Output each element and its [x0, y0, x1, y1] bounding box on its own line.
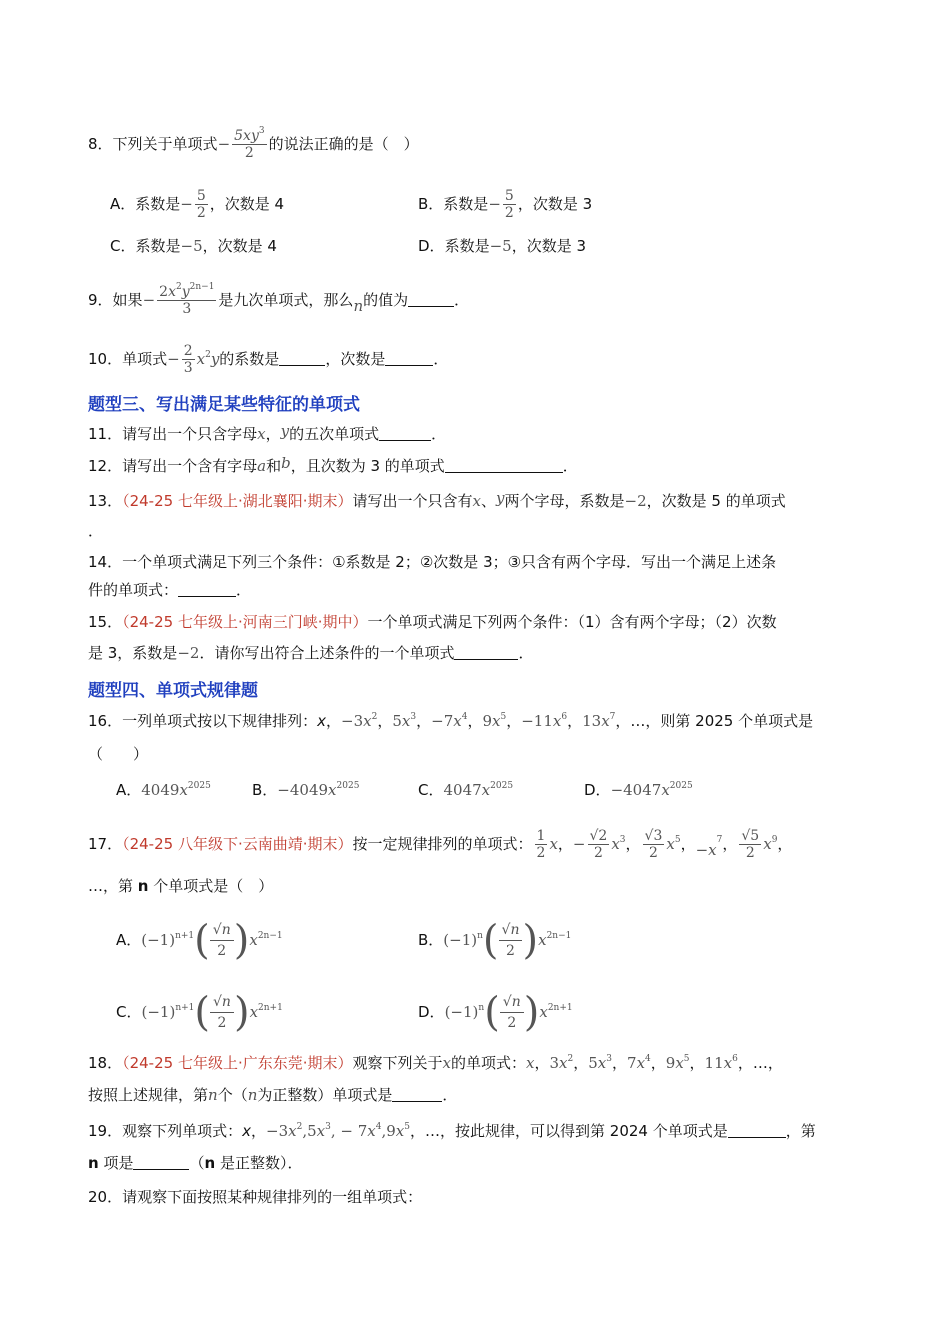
- answer-blank[interactable]: [392, 1087, 442, 1102]
- question-19-line2: n 项是 （n 是正整数）．: [88, 1154, 303, 1172]
- question-11: 11．请写出一个只含字母x，y的五次单项式 ．: [88, 422, 447, 443]
- q8-fraction: $\frac{5xy^3}{2}$: [234, 126, 265, 161]
- answer-blank[interactable]: [178, 582, 236, 597]
- q16-option-d[interactable]: D．$-4047x^{2025}$: [584, 781, 693, 799]
- question-13-dot: ．: [88, 522, 104, 540]
- question-16-paren: （ ）: [88, 745, 149, 763]
- q17-option-b[interactable]: B．$(-1)^n$( $\frac{√n}{2}$ )$x^{2n-1}$: [418, 917, 572, 964]
- answer-blank[interactable]: [379, 426, 431, 441]
- source-tag: （24-25 七年级上·湖北襄阳·期末）: [122, 492, 353, 510]
- question-18: 18．（24-25 七年级上·广东东莞·期末）观察下列关于x的单项式：x，$3x^2$，$5x^3$，$7x^4$，$9x^5$，$11x^6$，…，: [88, 1054, 783, 1072]
- question-9: 9．如果− $\frac{2x^2y^{2n-1}}{3}$ 是九次单项式，那么n的值为 ．: [88, 282, 470, 317]
- q17-option-d[interactable]: D．$(-1)^n$( $\frac{√n}{2}$ )$x^{2n+1}$: [418, 989, 573, 1036]
- source-tag: （24-25 七年级上·广东东莞·期末）: [122, 1054, 353, 1072]
- q17-option-a[interactable]: A．$(-1)^{n+1}$( $\frac{√n}{2}$ )$x^{2n-1}$: [116, 917, 283, 964]
- question-14-line2: 件的单项式： ．: [88, 581, 252, 599]
- question-15-line2: 是 3，系数是−2．请你写出符合上述条件的一个单项式 ．: [88, 644, 534, 662]
- question-20: 20．请观察下面按照某种规律排列的一组单项式：: [88, 1188, 423, 1206]
- question-15: 15．（24-25 七年级上·河南三门峡·期中）一个单项式满足下列两个条件：（1）含有两个字母；（2）次数: [88, 613, 777, 631]
- q16-option-c[interactable]: C．$4047x^{2025}$: [418, 781, 514, 799]
- answer-blank[interactable]: [728, 1123, 786, 1138]
- answer-blank[interactable]: [279, 351, 325, 366]
- q16-option-b[interactable]: B．$-4049x^{2025}$: [252, 781, 360, 799]
- question-14: 14．一个单项式满足下列三个条件：①系数是 2；②次数是 3；③只含有两个字母．写出一个满足上述条: [88, 553, 777, 571]
- question-19: 19．观察下列单项式：x，$-3x^2,5x^3$, − $7x^4,9x^5$，…，按此规律，可以得到第 2024 个单项式是 ，第: [88, 1122, 816, 1140]
- question-16: 16．一列单项式按以下规律排列：x，$-3x^2$，$5x^3$，$-7x^4$，$9x^5$，$-11x^6$，$13x^7$，…，则第 2025 个单项式是: [88, 712, 814, 730]
- question-10: 10．单项式− $\frac{2}{3}$ $x^2y$的系数是 ，次数是 ．: [88, 343, 449, 376]
- q8-option-d[interactable]: D．系数是−5，次数是 3: [418, 237, 587, 255]
- section-heading-3: 题型三、写出满足某些特征的单项式: [88, 395, 360, 415]
- q16-option-a[interactable]: A．$4049x^{2025}$: [116, 781, 211, 799]
- q17-option-c[interactable]: C．$(-1)^{n+1}$( $\frac{√n}{2}$ )$x^{2n+1}$: [116, 989, 283, 1036]
- answer-blank[interactable]: [445, 458, 563, 473]
- source-tag: （24-25 八年级下·云南曲靖·期末）: [122, 835, 353, 853]
- question-17: 17．（24-25 八年级下·云南曲靖·期末）按一定规律排列的单项式： $\frac{1}{2}$ x，− $\frac{√2}{2}$ $x^3$， $\frac{√3}{2}$ $x^5$，$-x^7$， $\frac{√5}{2}$ $x^9$，: [88, 828, 793, 861]
- section-heading-4: 题型四、单项式规律题: [88, 681, 258, 701]
- q8-option-a[interactable]: A．系数是− $\frac{5}{2}$ ，次数是 4: [110, 188, 285, 221]
- question-17-line2: …，第 n 个单项式是（ ）: [88, 877, 274, 895]
- answer-blank[interactable]: [133, 1155, 189, 1170]
- answer-blank[interactable]: [408, 292, 454, 307]
- question-18-line2: 按照上述规律，第n个（n为正整数）单项式是 ．: [88, 1086, 458, 1104]
- q8-option-b[interactable]: B．系数是− $\frac{5}{2}$ ，次数是 3: [418, 188, 593, 221]
- q9-fraction: $\frac{2x^2y^{2n-1}}{3}$: [159, 282, 215, 317]
- question-8: 8．下列关于单项式− $\frac{5xy^3}{2}$ 的说法正确的是（ ）: [88, 126, 419, 161]
- answer-blank[interactable]: [385, 351, 433, 366]
- answer-blank[interactable]: [454, 645, 518, 660]
- q8-option-c[interactable]: C．系数是−5，次数是 4: [110, 237, 277, 255]
- question-12: 12．请写出一个含有字母a和b，且次数为 3 的单项式 ．: [88, 454, 578, 475]
- question-13: 13．（24-25 七年级上·湖北襄阳·期末）请写出一个只含有x、y两个字母，系数是−2，次数是 5 的单项式: [88, 489, 786, 510]
- source-tag: （24-25 七年级上·河南三门峡·期中）: [122, 613, 368, 631]
